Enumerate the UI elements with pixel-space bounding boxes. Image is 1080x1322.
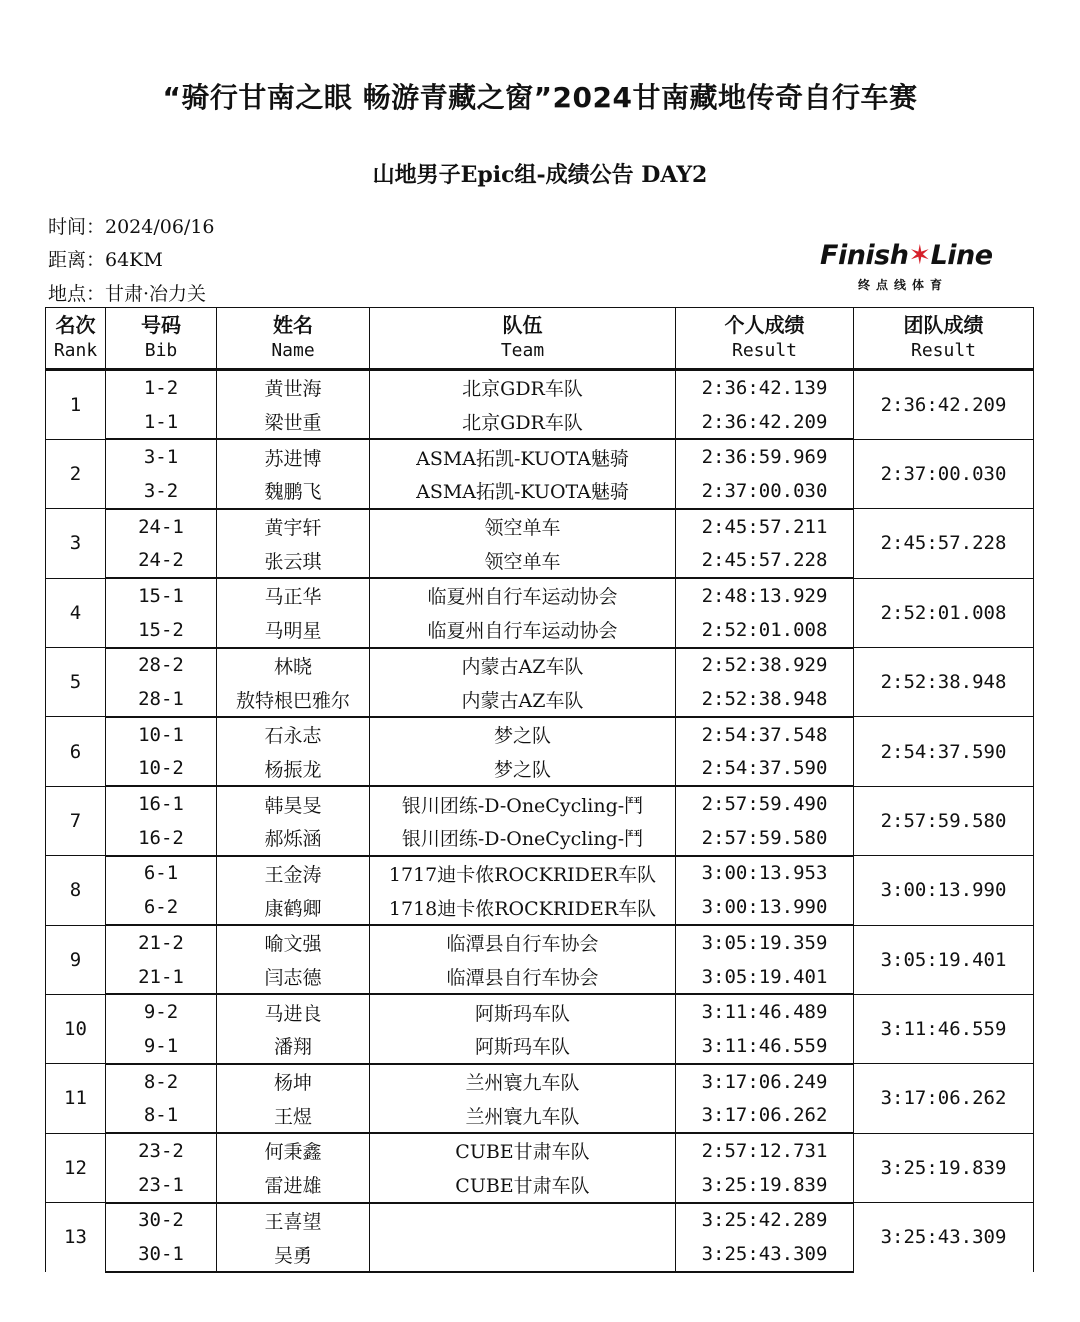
bib-cell: 10-1 — [106, 717, 217, 752]
result-cell: 2:45:57.228 — [676, 543, 854, 578]
race-date: 时间：2024/06/16 — [48, 216, 215, 238]
table-row — [46, 717, 1034, 752]
rank-cell: 1 — [46, 370, 106, 440]
rank-cell: 11 — [46, 1064, 106, 1133]
bib-cell: 3-1 — [106, 439, 217, 474]
result-cell: 2:36:59.969 — [676, 439, 854, 474]
result-cell: 3:25:19.839 — [676, 1168, 854, 1203]
bib-cell: 24-1 — [106, 509, 217, 544]
team-cell: 临夏州自行车运动协会 — [370, 613, 676, 648]
bib-cell: 16-2 — [106, 821, 217, 856]
header-team: 队伍 Team — [370, 308, 676, 370]
name-cell: 黄世海 — [217, 370, 370, 405]
team-cell: 内蒙古AZ车队 — [370, 682, 676, 717]
team-result-cell: 2:36:42.209 — [854, 370, 1034, 440]
team-result-cell: 2:52:01.008 — [854, 578, 1034, 647]
header-name: 姓名 Name — [217, 308, 370, 370]
table-row — [46, 439, 1034, 474]
result-cell: 2:52:38.929 — [676, 648, 854, 683]
result-cell: 2:45:57.211 — [676, 509, 854, 544]
name-cell: 喻文强 — [217, 925, 370, 960]
bib-cell: 21-2 — [106, 925, 217, 960]
table-row — [46, 925, 1034, 960]
name-cell: 马进良 — [217, 994, 370, 1029]
header-result: 个人成绩 Result — [676, 308, 854, 370]
bib-cell: 15-1 — [106, 578, 217, 613]
team-result-cell: 3:11:46.559 — [854, 994, 1034, 1063]
name-cell: 韩昊旻 — [217, 786, 370, 821]
team-result-cell: 3:17:06.262 — [854, 1064, 1034, 1133]
team-result-cell: 2:54:37.590 — [854, 717, 1034, 786]
result-cell: 2:57:12.731 — [676, 1133, 854, 1168]
header-rank: 名次 Rank — [46, 308, 106, 370]
team-cell: 临潭县自行车协会 — [370, 960, 676, 995]
header-team-result: 团队成绩 Result — [854, 308, 1034, 370]
bib-cell: 16-1 — [106, 786, 217, 821]
rank-cell: 10 — [46, 994, 106, 1063]
table-row — [46, 648, 1034, 683]
race-location: 地点：甘肃·冶力关 — [48, 283, 207, 305]
bib-cell: 9-1 — [106, 1029, 217, 1064]
table-row — [46, 1203, 1034, 1238]
bib-cell: 1-1 — [106, 405, 217, 440]
result-cell: 3:17:06.249 — [676, 1064, 854, 1099]
name-cell: 魏鹏飞 — [217, 474, 370, 509]
result-cell: 3:25:43.309 — [676, 1237, 854, 1272]
team-cell: CUBE甘肃车队 — [370, 1168, 676, 1203]
result-cell: 2:52:38.948 — [676, 682, 854, 717]
result-cell: 2:54:37.590 — [676, 752, 854, 787]
team-result-cell: 3:05:19.401 — [854, 925, 1034, 994]
name-cell: 康鹤卿 — [217, 890, 370, 925]
team-cell: 梦之队 — [370, 752, 676, 787]
team-cell: 梦之队 — [370, 717, 676, 752]
name-cell: 何秉鑫 — [217, 1133, 370, 1168]
team-cell — [370, 1237, 676, 1272]
team-cell: ASMA拓凯-KUOTA魅骑 — [370, 474, 676, 509]
page-subtitle: 山地男子Epic组-成绩公告 DAY2 — [372, 162, 708, 188]
name-cell: 王金涛 — [217, 856, 370, 891]
rank-cell: 4 — [46, 578, 106, 647]
table-row — [46, 1133, 1034, 1168]
result-cell: 3:00:13.990 — [676, 890, 854, 925]
team-cell: ASMA拓凯-KUOTA魅骑 — [370, 439, 676, 474]
team-result-cell: 3:25:43.309 — [854, 1203, 1034, 1272]
name-cell: 黄宇轩 — [217, 509, 370, 544]
name-cell: 马明星 — [217, 613, 370, 648]
team-cell: 内蒙古AZ车队 — [370, 648, 676, 683]
bib-cell: 30-2 — [106, 1203, 217, 1238]
bib-cell: 23-2 — [106, 1133, 217, 1168]
results-table — [45, 307, 1034, 1273]
logo-text-a: Finish — [820, 240, 909, 271]
result-cell: 2:37:00.030 — [676, 474, 854, 509]
results-body — [46, 370, 1034, 1272]
table-row — [46, 994, 1034, 1029]
name-cell: 雷进雄 — [217, 1168, 370, 1203]
page-title: “骑行甘南之眼 畅游青藏之窗”2024甘南藏地传奇自行车赛 — [162, 81, 918, 114]
name-cell: 王煜 — [217, 1098, 370, 1133]
result-cell: 3:05:19.359 — [676, 925, 854, 960]
team-result-cell: 3:00:13.990 — [854, 856, 1034, 925]
team-cell: 银川团练-D-OneCycling-鬥 — [370, 786, 676, 821]
team-cell: 北京GDR车队 — [370, 370, 676, 405]
result-cell: 2:36:42.209 — [676, 405, 854, 440]
name-cell: 郝烁涵 — [217, 821, 370, 856]
bib-cell: 28-2 — [106, 648, 217, 683]
table-row — [46, 1064, 1034, 1099]
table-row — [46, 578, 1034, 613]
result-cell: 3:05:19.401 — [676, 960, 854, 995]
result-cell: 2:36:42.139 — [676, 370, 854, 405]
bib-cell: 8-1 — [106, 1098, 217, 1133]
logo-text-b: Line — [930, 240, 993, 271]
team-cell: 临夏州自行车运动协会 — [370, 578, 676, 613]
name-cell: 石永志 — [217, 717, 370, 752]
result-cell: 3:25:42.289 — [676, 1203, 854, 1238]
team-cell: 阿斯玛车队 — [370, 994, 676, 1029]
name-cell: 王喜望 — [217, 1203, 370, 1238]
bib-cell: 6-2 — [106, 890, 217, 925]
name-cell: 杨坤 — [217, 1064, 370, 1099]
rank-cell: 12 — [46, 1133, 106, 1202]
team-cell: 阿斯玛车队 — [370, 1029, 676, 1064]
rank-cell: 3 — [46, 509, 106, 578]
name-cell: 梁世重 — [217, 405, 370, 440]
result-cell: 3:00:13.953 — [676, 856, 854, 891]
team-result-cell: 2:57:59.580 — [854, 786, 1034, 855]
team-cell: 1717迪卡侬ROCKRIDER车队 — [370, 856, 676, 891]
team-cell: 兰州寰九车队 — [370, 1098, 676, 1133]
rank-cell: 5 — [46, 648, 106, 717]
result-cell: 2:48:13.929 — [676, 578, 854, 613]
bib-cell: 23-1 — [106, 1168, 217, 1203]
finishline-logo — [816, 236, 1026, 296]
table-row — [46, 786, 1034, 821]
logo-subtext: 终点线体育 — [858, 278, 949, 292]
bib-cell: 24-2 — [106, 543, 217, 578]
bib-cell: 10-2 — [106, 752, 217, 787]
result-cell: 3:11:46.559 — [676, 1029, 854, 1064]
name-cell: 杨振龙 — [217, 752, 370, 787]
team-cell — [370, 1203, 676, 1238]
runner-icon: ✶ — [908, 240, 931, 271]
name-cell: 吴勇 — [217, 1237, 370, 1272]
team-result-cell: 2:45:57.228 — [854, 509, 1034, 578]
name-cell: 张云琪 — [217, 543, 370, 578]
team-cell: 领空单车 — [370, 543, 676, 578]
rank-cell: 13 — [46, 1203, 106, 1272]
rank-cell: 6 — [46, 717, 106, 786]
name-cell: 敖特根巴雅尔 — [217, 682, 370, 717]
result-cell: 2:54:37.548 — [676, 717, 854, 752]
header-bib: 号码 Bib — [106, 308, 217, 370]
table-row — [46, 856, 1034, 891]
table-header-row — [46, 308, 1034, 370]
bib-cell: 8-2 — [106, 1064, 217, 1099]
name-cell: 苏进博 — [217, 439, 370, 474]
team-cell: 领空单车 — [370, 509, 676, 544]
bib-cell: 6-1 — [106, 856, 217, 891]
bib-cell: 15-2 — [106, 613, 217, 648]
team-result-cell: 2:37:00.030 — [854, 439, 1034, 508]
rank-cell: 9 — [46, 925, 106, 994]
name-cell: 闫志德 — [217, 960, 370, 995]
result-cell: 2:52:01.008 — [676, 613, 854, 648]
result-cell: 3:17:06.262 — [676, 1098, 854, 1133]
name-cell: 潘翔 — [217, 1029, 370, 1064]
team-cell: 银川团练-D-OneCycling-鬥 — [370, 821, 676, 856]
name-cell: 马正华 — [217, 578, 370, 613]
name-cell: 林晓 — [217, 648, 370, 683]
bib-cell: 28-1 — [106, 682, 217, 717]
team-cell: 1718迪卡侬ROCKRIDER车队 — [370, 890, 676, 925]
race-distance: 距离：64KM — [48, 249, 163, 271]
team-cell: 临潭县自行车协会 — [370, 925, 676, 960]
bib-cell: 9-2 — [106, 994, 217, 1029]
team-cell: 兰州寰九车队 — [370, 1064, 676, 1099]
bib-cell: 30-1 — [106, 1237, 217, 1272]
bib-cell: 21-1 — [106, 960, 217, 995]
result-cell: 3:11:46.489 — [676, 994, 854, 1029]
table-row — [46, 370, 1034, 405]
logo-wordmark — [820, 240, 993, 271]
result-cell: 2:57:59.490 — [676, 786, 854, 821]
rank-cell: 8 — [46, 856, 106, 925]
table-row — [46, 509, 1034, 544]
team-cell: CUBE甘肃车队 — [370, 1133, 676, 1168]
team-result-cell: 3:25:19.839 — [854, 1133, 1034, 1202]
rank-cell: 7 — [46, 786, 106, 855]
team-result-cell: 2:52:38.948 — [854, 648, 1034, 717]
team-cell: 北京GDR车队 — [370, 405, 676, 440]
bib-cell: 1-2 — [106, 370, 217, 405]
rank-cell: 2 — [46, 439, 106, 508]
bib-cell: 3-2 — [106, 474, 217, 509]
result-cell: 2:57:59.580 — [676, 821, 854, 856]
